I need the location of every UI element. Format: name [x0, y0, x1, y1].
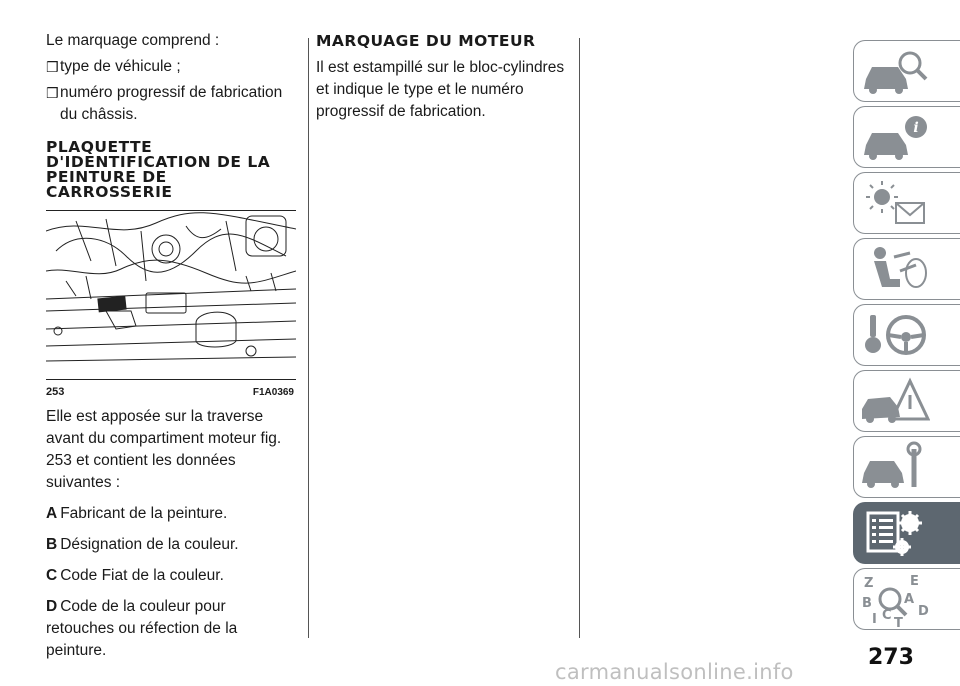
car-wrench-icon	[860, 441, 930, 495]
paint-id-plate	[97, 296, 126, 313]
left-column	[46, 30, 298, 662]
engine-bay-figure	[46, 210, 296, 398]
engine-marking-text: Il est estampillé sur le bloc-cylindres et indique le type et le numéro progressif de fabrication.	[316, 59, 565, 120]
section-heading-engine-marking: MARQUAGE DU MOTEUR	[316, 32, 536, 50]
tab-maintenance[interactable]	[853, 436, 960, 498]
item-text: Code de la couleur pour retouches ou réfection de la peinture.	[46, 598, 238, 659]
key-steering-wheel-icon	[860, 309, 930, 363]
bullet-text: type de véhicule ;	[60, 58, 181, 75]
specs-gears-icon	[860, 507, 930, 561]
index-letter: D	[918, 604, 929, 619]
index-letter: Z	[864, 576, 874, 591]
section-heading-paint-plate: PLAQUETTE D'IDENTIFICATION DE LA PEINTURE DE CARROSSERIE	[46, 138, 271, 201]
tab-airbag-safety[interactable]	[853, 238, 960, 300]
car-info-icon	[860, 111, 930, 165]
column-divider	[308, 38, 309, 638]
item-text: Désignation de la couleur.	[60, 536, 239, 553]
item-text: Code Fiat de la couleur.	[60, 567, 224, 584]
right-column	[316, 30, 568, 123]
bullet-text: numéro progressif de fabrication du châssis.	[60, 84, 283, 123]
list-item	[46, 82, 298, 126]
item-letter: D	[46, 598, 58, 615]
list-item	[46, 56, 298, 78]
tab-car-search[interactable]	[853, 40, 960, 102]
checkbox-bullet-icon: ❒	[46, 85, 59, 101]
tab-technical-specs[interactable]	[853, 502, 960, 564]
index-search-icon	[860, 573, 930, 627]
tab-emergency[interactable]	[853, 370, 960, 432]
warning-light-message-icon	[860, 177, 930, 231]
checkbox-bullet-icon: ❒	[46, 59, 59, 75]
list-item	[46, 503, 298, 525]
index-letter: B	[862, 596, 872, 611]
tab-index[interactable]	[853, 568, 960, 630]
index-letter: I	[872, 612, 877, 627]
list-item	[46, 565, 298, 587]
car-search-icon	[860, 45, 930, 99]
item-text: Fabricant de la peinture.	[60, 505, 228, 522]
index-letter: T	[894, 616, 903, 627]
figure-number: 253	[46, 386, 65, 398]
intro-text: Le marquage comprend :	[46, 32, 220, 49]
list-item	[46, 534, 298, 556]
watermark-text[interactable]: carmanualsonline.info	[555, 660, 794, 684]
item-letter: A	[46, 505, 58, 522]
engine-bay-illustration	[46, 211, 296, 379]
airbag-seat-icon	[860, 243, 930, 297]
column-divider	[579, 38, 580, 638]
tab-car-info[interactable]	[853, 106, 960, 168]
index-letter: E	[910, 574, 919, 589]
item-letter: B	[46, 536, 58, 553]
car-warning-triangle-icon	[860, 375, 930, 429]
item-letter: C	[46, 567, 58, 584]
index-letter: C	[882, 608, 892, 623]
figure-code: F1A0369	[252, 387, 294, 398]
tab-warning-lights[interactable]	[853, 172, 960, 234]
index-letter: A	[904, 592, 915, 607]
tab-starting-driving[interactable]	[853, 304, 960, 366]
paint-plate-description: Elle est apposée sur la traverse avant du compartiment moteur fig. 253 et contient les données suivantes :	[46, 408, 282, 491]
list-item	[46, 596, 298, 662]
svg-text:i: i	[913, 120, 919, 136]
page-number: 273	[868, 645, 914, 670]
